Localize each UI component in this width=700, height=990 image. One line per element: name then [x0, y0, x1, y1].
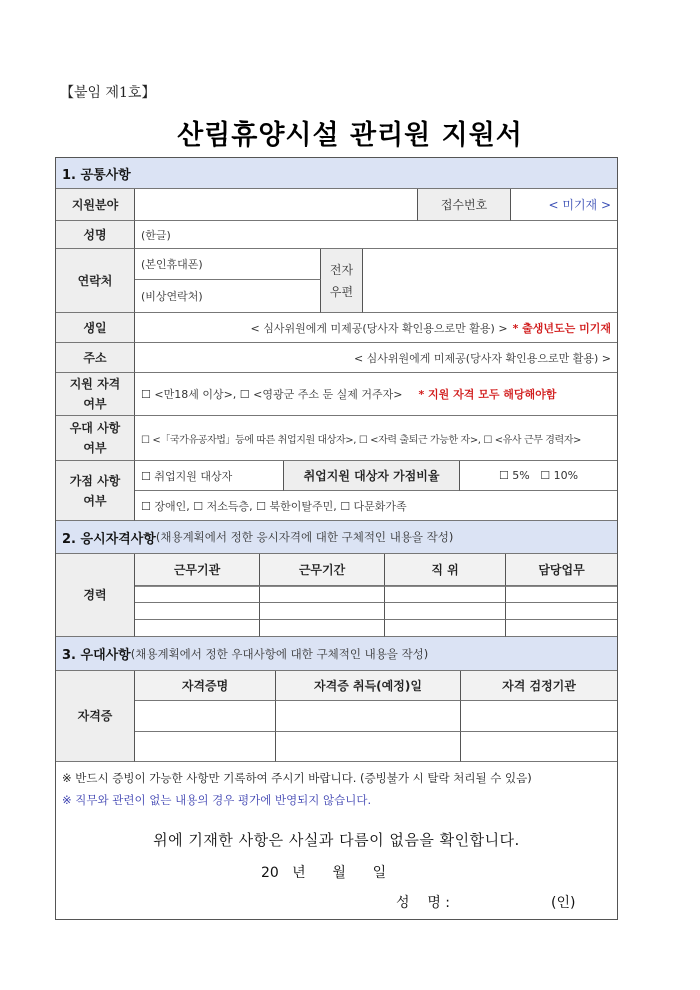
mobile-phone-input[interactable]: (본인휴대폰) [135, 249, 321, 280]
section1-header [56, 158, 617, 189]
cert-col-date: 자격증 취득(예정)일 [276, 671, 461, 701]
name-label: 성명 [56, 221, 135, 249]
eligibility-label-line1: 지원 자격 [69, 377, 121, 391]
career-cell[interactable] [385, 620, 506, 637]
birthday-warning: * 출생년도는 미기재 [512, 321, 611, 335]
career-col-institution: 근무기관 [135, 554, 260, 586]
eligibility-checkboxes[interactable] [135, 373, 617, 416]
eligibility-options[interactable]: ☐ <만18세 이상>, ☐ <영광군 주소 둔 실제 거주자> [141, 388, 403, 401]
eligibility-label-line2: 여부 [83, 397, 107, 411]
career-cell[interactable] [135, 603, 260, 620]
cert-col-name: 자격증명 [135, 671, 276, 701]
career-cell[interactable] [506, 603, 617, 620]
page-title: 산림휴양시설 관리원 지원서 [177, 120, 523, 151]
career-cell[interactable] [385, 603, 506, 620]
address-note: < 심사위원에게 미제공(당사자 확인용으로만 활용) > [353, 351, 611, 365]
address-input[interactable] [135, 343, 617, 373]
preference-checkboxes[interactable] [135, 416, 617, 461]
eligibility-label [56, 373, 135, 416]
career-cell[interactable] [135, 620, 260, 637]
field-label: 지원분야 [56, 189, 135, 221]
email-label-line2: 우편 [329, 284, 354, 299]
receipt-number-label: 접수번호 [418, 189, 511, 221]
cert-cell[interactable] [276, 732, 461, 762]
contact-label: 연락처 [56, 249, 135, 313]
email-label [321, 249, 363, 313]
career-label: 경력 [56, 554, 135, 637]
seal-label[interactable]: (인) [551, 895, 576, 911]
cert-cell[interactable] [135, 732, 276, 762]
emergency-contact-input[interactable]: (비상연락처) [135, 280, 321, 313]
section3-header [56, 637, 617, 671]
bonus-label-line2: 여부 [83, 493, 107, 508]
birthday-note: < 심사위원에게 미제공(당사자 확인용으로만 활용) > [250, 321, 508, 335]
section2-subtitle: (채용계획에서 정한 응시자격에 대한 구체적인 내용을 작성) [155, 530, 454, 544]
preference-options[interactable]: ☐ <「국가유공자법」등에 따른 취업지원 대상자>, ☐ <자력 출퇴근 가능한 자>, ☐ <유사 근무 경력자> [141, 434, 582, 446]
career-cell[interactable] [260, 620, 385, 637]
bonus-label-line1: 가점 사항 [69, 473, 121, 488]
birthday-label: 생일 [56, 313, 135, 343]
cert-cell[interactable] [135, 701, 276, 732]
certificate-label: 자격증 [56, 671, 135, 762]
career-cell[interactable] [385, 586, 506, 603]
email-label-line1: 전자 [329, 262, 354, 277]
career-cell[interactable] [260, 586, 385, 603]
career-col-position: 직 위 [385, 554, 506, 586]
application-form [55, 157, 618, 920]
career-cell[interactable] [260, 603, 385, 620]
notes-block [56, 762, 617, 919]
preference-label-line1: 우대 사항 [69, 421, 121, 435]
email-input[interactable] [363, 249, 617, 313]
cert-cell[interactable] [461, 701, 617, 732]
date-line[interactable]: 20 년 월 일 [261, 865, 387, 881]
name-input[interactable]: (한글) [135, 221, 617, 249]
attachment-label: 【붙임 제1호】 [60, 85, 156, 101]
receipt-number-value: < 미기재 > [511, 189, 617, 221]
cert-col-authority: 자격 검정기관 [461, 671, 617, 701]
bonus-label [56, 461, 135, 521]
field-input[interactable] [135, 189, 418, 221]
note-relevance: ※ 직무와 관련이 없는 내용의 경우 평가에 반영되지 않습니다. [62, 793, 372, 807]
section3-subtitle: (채용계획에서 정한 우대사항에 대한 구체적인 내용을 작성) [130, 646, 429, 661]
bonus-ratio-label: 취업지원 대상자 가점비율 [284, 461, 460, 491]
cert-cell[interactable] [461, 732, 617, 762]
career-col-duties: 담당업무 [506, 554, 617, 586]
section1-title: 1. 공통사항 [62, 167, 131, 183]
career-cell[interactable] [506, 620, 617, 637]
career-cell[interactable] [506, 586, 617, 603]
preference-label [56, 416, 135, 461]
section3-title: 3. 우대사항 [62, 648, 131, 663]
eligibility-warning: * 지원 자격 모두 해당해야함 [418, 388, 557, 401]
career-cell[interactable] [135, 586, 260, 603]
birthday-input[interactable] [135, 313, 617, 343]
signature-label: 성 명 : [396, 895, 451, 911]
cert-cell[interactable] [276, 701, 461, 732]
note-evidence: ※ 반드시 증빙이 가능한 사항만 기록하여 주시기 바랍니다. (증빙불가 시 탈락 처리될 수 있음) [62, 771, 532, 785]
preference-label-line2: 여부 [83, 441, 107, 455]
career-col-period: 근무기간 [260, 554, 385, 586]
section2-title: 2. 응시자격사항 [62, 531, 156, 547]
bonus-ratio-checkboxes[interactable]: ☐ 5% ☐ 10% [460, 461, 617, 491]
address-label: 주소 [56, 343, 135, 373]
bonus-employment-checkbox[interactable]: ☐ 취업지원 대상자 [135, 461, 284, 491]
confirmation-statement: 위에 기재한 사항은 사실과 다름이 없음을 확인합니다. [153, 831, 520, 849]
bonus-others-checkboxes[interactable]: ☐ 장애인, ☐ 저소득층, ☐ 북한이탈주민, ☐ 다문화가족 [135, 491, 617, 521]
section2-header [56, 521, 617, 554]
